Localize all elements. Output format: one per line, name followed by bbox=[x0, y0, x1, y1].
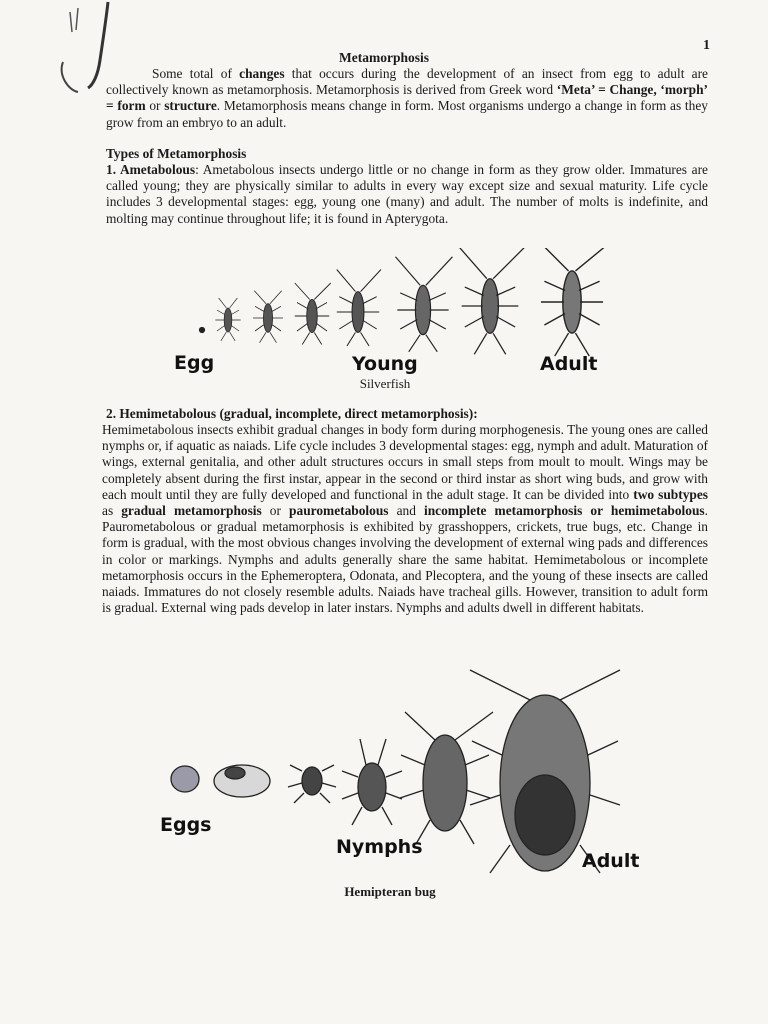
label-nymphs: Nymphs bbox=[336, 836, 423, 858]
figure2-caption: Hemipteran bug bbox=[344, 884, 436, 899]
label-young: Young bbox=[352, 353, 418, 375]
figure1-caption: Silverfish bbox=[359, 376, 411, 391]
ametabolous-paragraph: 1. Ametabolous: Ametabolous insects undergo little or no change in form as they grow older. Immatures are called young; they are physically similar to adults in every way except size and sexual maturity. Life cycle includes 3 developmental stages: egg, young one (many) and adult. The number of molts is indefinite, and molting may continue throughout life; it is found in Apterygota. bbox=[106, 162, 708, 226]
label-egg: Egg bbox=[174, 352, 215, 374]
intro-paragraph: Some total of changes that occurs during the development of an insect from egg to adult are collectively known as metamorphosis. Metamorphosis is derived from Greek word ‘Meta’ = Change, ‘morph’ = form or structure. Metamorphosis means change in form. Most organisms undergo a change in form as they grow from an embryo to an adult. bbox=[106, 66, 709, 130]
page-number: 1 bbox=[703, 38, 710, 53]
label-adult: Adult bbox=[540, 353, 598, 375]
hemimetabolous-heading: 2. Hemimetabolous (gradual, incomplete, direct metamorphosis): bbox=[106, 406, 478, 421]
silverfish-life-cycle-figure bbox=[190, 248, 630, 358]
hemimetabolous-paragraph: Hemimetabolous insects exhibit gradual changes in body form during morphogenesis. The young ones are called nymphs or, if aquatic as naiads. Life cycle includes 3 developmental stages: egg, nymph and adult. Maturation of wings, external genitalia, and other adult structures occurs in small steps from moult to moult. Wings may be completely absent during the first instar, appear in the second or third instar as short wing buds, and grow with each moult until they are fully developed and functional in the adult stage. It can be divided into two subtypes as gradual metamorphosis or paurometabolous and incomplete metamorphosis or hemimetabolous. Paurometabolous or gradual metamorphosis is exhibited by grasshoppers, crickets, true bugs, etc. Change in form is gradual, with the most obvious changes involving the development of external wing pads and differences in color or markings. Nymphs and adults generally share the same habitat. Hemimetabolous or incomplete metamorphosis occurs in the Ephemeroptera, Odonata, and Plecoptera, and the young of these insects are called naiads. Immatures do not closely resemble adults. Naiads have tracheal gills. However, transition to adult form is gradual. External wing pads develop in later instars. Nymphs and adults dwell in different habitats. bbox=[102, 422, 708, 616]
label-eggs: Eggs bbox=[160, 814, 212, 836]
page-title: Metamorphosis bbox=[339, 50, 429, 65]
label-adult-bug: Adult bbox=[582, 850, 640, 872]
types-heading: Types of Metamorphosis bbox=[106, 146, 247, 161]
